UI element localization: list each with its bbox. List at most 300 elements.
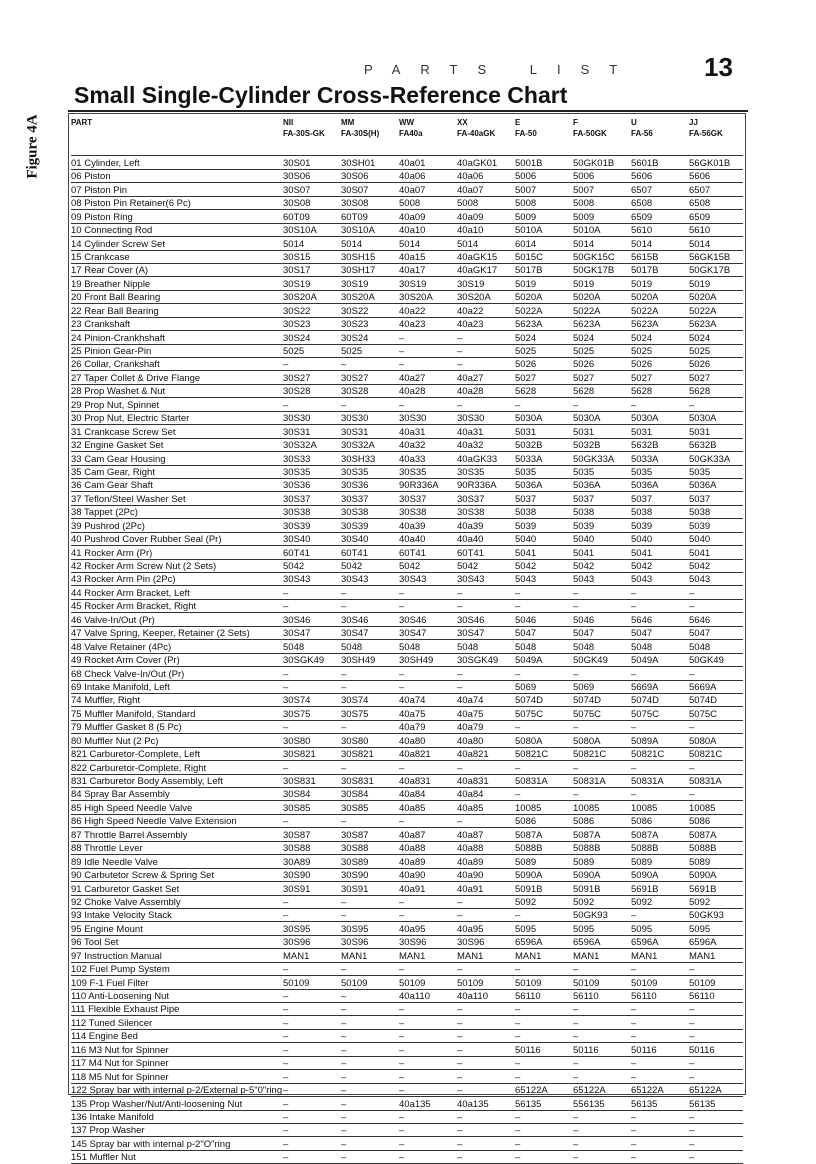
table-row [71, 573, 743, 586]
part-number-cell: 5039 [515, 519, 573, 532]
part-number-cell: 40a32 [457, 438, 515, 451]
part-number-cell: 5049A [631, 653, 689, 666]
part-number-cell: 5074D [515, 693, 573, 706]
part-number-cell: 5019 [689, 277, 743, 290]
part-number-cell: 5001B [515, 156, 573, 169]
part-number-cell: 5010A [515, 223, 573, 236]
part-number-cell: 5015C [515, 250, 573, 263]
table-row [71, 599, 743, 612]
part-number-cell: 40a10 [457, 223, 515, 236]
part-number-cell: 6509 [689, 210, 743, 223]
part-number-cell: 30S46 [283, 613, 341, 626]
part-number-cell: – [399, 1070, 457, 1083]
part-number-cell: 5007 [573, 183, 631, 196]
part-number-cell: – [631, 788, 689, 801]
part-number-cell: 5047 [689, 626, 743, 639]
part-name-cell: 28 Prop Washet & Nut [71, 384, 283, 397]
part-number-cell: 30S91 [283, 882, 341, 895]
part-name-cell: 40 Pushrod Cover Rubber Seal (Pr) [71, 532, 283, 545]
part-number-cell: 5086 [631, 814, 689, 827]
part-number-cell: – [457, 680, 515, 693]
part-number-cell: 30S10A [283, 223, 341, 236]
part-number-cell: 60T41 [283, 546, 341, 559]
part-name-cell: 24 Pinion-Crankhshaft [71, 331, 283, 344]
column-code: MM [341, 118, 355, 127]
part-number-cell: 40a95 [457, 922, 515, 935]
part-number-cell: 5030A [515, 411, 573, 424]
column-code: E [515, 118, 521, 127]
part-number-cell: 30S19 [283, 277, 341, 290]
part-number-cell: 5014 [283, 237, 341, 250]
part-number-cell: 5019 [515, 277, 573, 290]
part-number-cell: – [399, 344, 457, 357]
part-name-cell: 49 Rocket Arm Cover (Pr) [71, 653, 283, 666]
part-number-cell: 5014 [573, 237, 631, 250]
part-number-cell: 5046 [573, 613, 631, 626]
table-header-row [71, 116, 743, 143]
part-name-cell: 85 High Speed Needle Valve [71, 801, 283, 814]
part-number-cell: 5025 [515, 344, 573, 357]
part-number-cell: – [631, 1123, 689, 1136]
part-number-cell: – [515, 398, 573, 411]
part-number-cell: – [399, 398, 457, 411]
part-number-cell: 30S84 [283, 788, 341, 801]
part-number-cell: – [341, 962, 399, 975]
part-number-cell: 50821C [515, 747, 573, 760]
part-number-cell: 10085 [573, 801, 631, 814]
part-number-cell: 50109 [341, 976, 399, 989]
part-number-cell: 5033A [631, 452, 689, 465]
part-number-cell: – [631, 398, 689, 411]
part-number-cell: 30S23 [283, 317, 341, 330]
part-number-cell: 5027 [689, 371, 743, 384]
part-name-cell: 31 Crankcase Screw Set [71, 425, 283, 438]
part-number-cell: 40a85 [399, 801, 457, 814]
part-number-cell: 30S35 [399, 465, 457, 478]
table-row [71, 1097, 743, 1110]
part-number-cell: – [341, 1029, 399, 1042]
part-name-cell: 95 Engine Mount [71, 922, 283, 935]
part-number-cell: 5040 [689, 532, 743, 545]
part-number-cell: 40a32 [399, 438, 457, 451]
part-number-cell: – [399, 761, 457, 774]
part-number-cell: – [283, 814, 341, 827]
part-number-cell: 5027 [631, 371, 689, 384]
part-number-cell: – [631, 908, 689, 921]
part-number-cell: – [457, 908, 515, 921]
part-number-cell: – [573, 398, 631, 411]
column-model: FA-56GK [689, 129, 723, 138]
part-number-cell: 5008 [515, 196, 573, 209]
table-row [71, 626, 743, 639]
part-number-cell: – [283, 1056, 341, 1069]
part-number-cell: 40a06 [457, 169, 515, 182]
part-number-cell: 5089 [689, 855, 743, 868]
part-name-cell: 89 Idle Needle Valve [71, 855, 283, 868]
part-number-cell: 5026 [573, 358, 631, 371]
part-name-cell: 75 Muffler Manifold, Standard [71, 707, 283, 720]
table-row [71, 317, 743, 330]
part-number-cell: – [689, 599, 743, 612]
part-number-cell: – [631, 1110, 689, 1123]
part-number-cell: – [515, 761, 573, 774]
part-number-cell: 5043 [631, 573, 689, 586]
part-number-cell: 30S19 [341, 277, 399, 290]
part-name-cell: 32 Engine Gasket Set [71, 438, 283, 451]
part-number-cell: 5019 [573, 277, 631, 290]
table-row [71, 828, 743, 841]
part-number-cell: – [573, 1003, 631, 1016]
part-number-cell: 40a22 [399, 304, 457, 317]
table-row [71, 452, 743, 465]
part-number-cell: 30S40 [341, 532, 399, 545]
part-number-cell: 5035 [689, 465, 743, 478]
table-row [71, 559, 743, 572]
table-row [71, 223, 743, 236]
part-number-cell: 30S38 [399, 505, 457, 518]
part-name-cell: 136 Intake Manifold [71, 1110, 283, 1123]
part-number-cell: 30S831 [283, 774, 341, 787]
part-number-cell: 5033A [515, 452, 573, 465]
part-number-cell: – [283, 1016, 341, 1029]
column-code: JJ [689, 118, 698, 127]
part-name-cell: 112 Tuned Silencer [71, 1016, 283, 1029]
table-row [71, 788, 743, 801]
part-number-cell: 65122A [631, 1083, 689, 1096]
part-number-cell: – [457, 667, 515, 680]
part-number-cell: 50109 [399, 976, 457, 989]
part-number-cell: 40a84 [457, 788, 515, 801]
part-number-cell: 5646 [689, 613, 743, 626]
part-name-cell: 84 Spray Bar Assembly [71, 788, 283, 801]
part-number-cell: 5048 [631, 640, 689, 653]
part-number-cell: 5042 [399, 559, 457, 572]
part-number-cell: 5036A [573, 478, 631, 491]
part-number-cell: 10085 [689, 801, 743, 814]
part-number-cell: 6508 [631, 196, 689, 209]
part-number-cell: 30S37 [283, 492, 341, 505]
part-number-cell: – [399, 680, 457, 693]
column-code: XX [457, 118, 468, 127]
part-name-cell: 90 Carbutetor Screw & Spring Set [71, 868, 283, 881]
table-row [71, 505, 743, 518]
part-number-cell: – [341, 1150, 399, 1163]
part-number-cell: 5037 [631, 492, 689, 505]
part-number-cell: – [457, 331, 515, 344]
part-number-cell: 40a31 [457, 425, 515, 438]
part-number-cell: 30S47 [341, 626, 399, 639]
part-number-cell: – [399, 1043, 457, 1056]
part-number-cell: 5022A [631, 304, 689, 317]
table-row [71, 774, 743, 787]
part-name-cell: 33 Cam Gear Housing [71, 452, 283, 465]
part-number-cell: 56110 [515, 989, 573, 1002]
part-number-cell: – [689, 1070, 743, 1083]
part-number-cell: 5020A [573, 290, 631, 303]
part-number-cell: 5027 [515, 371, 573, 384]
part-number-cell: – [515, 720, 573, 733]
part-number-cell: 5020A [689, 290, 743, 303]
part-number-cell: 30S831 [341, 774, 399, 787]
part-number-cell: 50GK17B [573, 263, 631, 276]
part-number-cell: 60T09 [283, 210, 341, 223]
part-name-cell: 08 Piston Pin Retainer(6 Pc) [71, 196, 283, 209]
part-name-cell: 44 Rocker Arm Bracket, Left [71, 586, 283, 599]
part-number-cell: 5024 [573, 331, 631, 344]
part-number-cell: – [399, 1137, 457, 1150]
part-number-cell: – [341, 1003, 399, 1016]
part-number-cell: – [283, 761, 341, 774]
part-number-cell: 30S821 [283, 747, 341, 760]
table-row [71, 438, 743, 451]
part-name-cell: 822 Carburetor-Complete, Right [71, 761, 283, 774]
part-number-cell: 50109 [689, 976, 743, 989]
part-number-cell: 10085 [515, 801, 573, 814]
column-header [689, 116, 743, 143]
part-number-cell: 5092 [689, 895, 743, 908]
part-number-cell: – [631, 761, 689, 774]
part-number-cell: 30S32A [283, 438, 341, 451]
part-name-cell: 69 Intake Manifold, Left [71, 680, 283, 693]
part-number-cell: – [283, 1043, 341, 1056]
part-number-cell: – [399, 895, 457, 908]
part-number-cell: – [399, 1083, 457, 1096]
part-number-cell: 5043 [573, 573, 631, 586]
part-number-cell: 30S36 [341, 478, 399, 491]
part-number-cell: 30S35 [341, 465, 399, 478]
part-number-cell: 30S20A [283, 290, 341, 303]
part-number-cell: 5074D [631, 693, 689, 706]
table-row [71, 411, 743, 424]
part-number-cell: 30S87 [283, 828, 341, 841]
part-number-cell: 5047 [631, 626, 689, 639]
part-number-cell: – [341, 1043, 399, 1056]
part-number-cell: – [283, 398, 341, 411]
part-number-cell: 30SGK49 [283, 653, 341, 666]
part-number-cell: 30S15 [283, 250, 341, 263]
part-number-cell: 50109 [631, 976, 689, 989]
part-name-cell: 122 Spray bar with internal p-2/External p-5"0"ring [71, 1085, 283, 1097]
part-number-cell: – [341, 1123, 399, 1136]
part-number-cell: 40a88 [457, 841, 515, 854]
part-number-cell: 50831A [631, 774, 689, 787]
part-number-cell: 30S20A [457, 290, 515, 303]
part-number-cell: – [457, 1110, 515, 1123]
part-number-cell: 40a91 [457, 882, 515, 895]
part-name-cell: 87 Throttle Barrel Assembly [71, 828, 283, 841]
column-model: FA-56 [631, 129, 653, 138]
part-number-cell: 5038 [631, 505, 689, 518]
part-number-cell: – [283, 586, 341, 599]
part-name-cell: 10 Connecting Rod [71, 223, 283, 236]
part-name-cell: 17 Rear Cover (A) [71, 263, 283, 276]
part-number-cell: – [399, 599, 457, 612]
part-number-cell: 40a07 [457, 183, 515, 196]
part-number-cell: – [283, 908, 341, 921]
part-number-cell: – [283, 1029, 341, 1042]
column-code: F [573, 118, 578, 127]
part-number-cell: – [573, 1110, 631, 1123]
part-number-cell: – [573, 1150, 631, 1163]
table-row [71, 801, 743, 814]
part-number-cell: 5048 [341, 640, 399, 653]
part-number-cell: – [689, 1056, 743, 1069]
part-number-cell: 50116 [631, 1043, 689, 1056]
part-number-cell: 30S46 [399, 613, 457, 626]
table-row [71, 882, 743, 895]
part-name-cell: 145 Spray bar with internal p-2"O"ring [71, 1137, 283, 1150]
part-number-cell: – [399, 814, 457, 827]
part-name-cell: 118 M5 Nut for Spinner [71, 1070, 283, 1083]
part-name-cell: 26 Collar, Crankshaft [71, 358, 283, 371]
part-number-cell: 40a84 [399, 788, 457, 801]
part-number-cell: 30S43 [399, 573, 457, 586]
part-number-cell: 30S30 [399, 411, 457, 424]
part-number-cell: – [283, 720, 341, 733]
part-number-cell: 5089A [631, 734, 689, 747]
part-number-cell: – [573, 1016, 631, 1029]
part-number-cell: – [457, 1150, 515, 1163]
part-number-cell: 5089 [631, 855, 689, 868]
part-number-cell: 30S27 [283, 371, 341, 384]
part-number-cell: – [631, 1150, 689, 1163]
part-number-cell: 30S23 [341, 317, 399, 330]
part-number-cell: 40a89 [457, 855, 515, 868]
part-number-cell: 30S30 [457, 411, 515, 424]
part-number-cell: 40a87 [399, 828, 457, 841]
part-number-cell: 5610 [689, 223, 743, 236]
part-number-cell: 5628 [631, 384, 689, 397]
column-model: FA40a [399, 129, 423, 138]
table-row [71, 1056, 743, 1069]
column-model: FA-50GK [573, 129, 607, 138]
part-number-cell: 40a88 [399, 841, 457, 854]
part-name-cell: 35 Cam Gear, Right [71, 465, 283, 478]
part-number-cell: 30S31 [341, 425, 399, 438]
cross-reference-table [71, 116, 743, 1164]
part-number-cell: 5022A [689, 304, 743, 317]
table-row [71, 169, 743, 182]
table-row [71, 277, 743, 290]
part-name-cell: 43 Rocker Arm Pin (2Pc) [71, 573, 283, 586]
part-number-cell: – [457, 1056, 515, 1069]
part-number-cell: 60T41 [399, 546, 457, 559]
part-number-cell: – [283, 667, 341, 680]
part-number-cell: – [457, 1029, 515, 1042]
part-number-cell: 30S22 [283, 304, 341, 317]
part-name-cell: 25 Pinion Gear-Pin [71, 344, 283, 357]
part-name-cell: 97 Instruction Manual [71, 949, 283, 962]
part-number-cell: 5087A [631, 828, 689, 841]
part-number-cell: 30S33 [283, 452, 341, 465]
part-name-cell: 14 Cylinder Screw Set [71, 237, 283, 250]
part-number-cell: 40a40 [457, 532, 515, 545]
part-number-cell: 5087A [573, 828, 631, 841]
part-name-cell: 96 Tool Set [71, 935, 283, 948]
part-number-cell: – [515, 1003, 573, 1016]
part-number-cell: – [689, 1029, 743, 1042]
table-row [71, 250, 743, 263]
part-number-cell: 5042 [457, 559, 515, 572]
column-code: U [631, 118, 637, 127]
part-number-cell: 5009 [515, 210, 573, 223]
part-number-cell: 5039 [631, 519, 689, 532]
part-number-cell: 5075C [573, 707, 631, 720]
part-number-cell: 6596A [515, 935, 573, 948]
part-number-cell: 40a31 [399, 425, 457, 438]
part-number-cell: 30S37 [457, 492, 515, 505]
part-name-cell: 93 Intake Velocity Stack [71, 908, 283, 921]
part-number-cell: 5080A [689, 734, 743, 747]
part-number-cell: MAN1 [689, 949, 743, 962]
part-number-cell: 5006 [573, 169, 631, 182]
part-number-cell: 5042 [689, 559, 743, 572]
part-number-cell: – [341, 1097, 399, 1110]
page-number: 13 [704, 52, 733, 82]
part-number-cell: 30S47 [399, 626, 457, 639]
part-number-cell: 30S35 [457, 465, 515, 478]
part-number-cell: 5042 [515, 559, 573, 572]
part-number-cell: MAN1 [515, 949, 573, 962]
part-number-cell: 30S43 [283, 573, 341, 586]
part-number-cell: 5075C [631, 707, 689, 720]
part-number-cell: – [341, 599, 399, 612]
part-number-cell: 30S19 [399, 277, 457, 290]
part-number-cell: 30S38 [283, 505, 341, 518]
part-number-cell: 50109 [573, 976, 631, 989]
part-number-cell: 40aGK01 [457, 156, 515, 169]
part-number-cell: 50109 [283, 976, 341, 989]
part-number-cell: 56135 [515, 1097, 573, 1110]
part-number-cell: – [341, 1070, 399, 1083]
table-row [71, 895, 743, 908]
part-number-cell: 5008 [457, 196, 515, 209]
part-number-cell: 40a28 [399, 384, 457, 397]
part-number-cell: 30S06 [341, 169, 399, 182]
part-number-cell: – [515, 599, 573, 612]
part-number-cell: 5088B [573, 841, 631, 854]
part-number-cell: 40a87 [457, 828, 515, 841]
table-row [71, 976, 743, 989]
part-number-cell: – [399, 1150, 457, 1163]
part-number-cell: – [689, 1110, 743, 1123]
part-number-cell: 5046 [515, 613, 573, 626]
part-number-cell: 5087A [689, 828, 743, 841]
part-number-cell: 6596A [631, 935, 689, 948]
part-number-cell: 30S08 [283, 196, 341, 209]
part-number-cell: 5041 [631, 546, 689, 559]
part-number-cell: 40a74 [399, 693, 457, 706]
part-number-cell: 5042 [341, 559, 399, 572]
part-number-cell: – [515, 1137, 573, 1150]
part-number-cell: 50GK49 [573, 653, 631, 666]
part-number-cell: 5075C [689, 707, 743, 720]
part-number-cell: 5035 [515, 465, 573, 478]
table-row [71, 841, 743, 854]
part-number-cell: 30SH33 [341, 452, 399, 465]
part-name-cell: 102 Fuel Pump System [71, 962, 283, 975]
part-number-cell: 50GK93 [573, 908, 631, 921]
part-number-cell: 6507 [689, 183, 743, 196]
part-number-cell: – [341, 1110, 399, 1123]
table-row [71, 384, 743, 397]
part-number-cell: 40a821 [457, 747, 515, 760]
part-number-cell: 5088B [689, 841, 743, 854]
part-number-cell: 30S96 [341, 935, 399, 948]
part-number-cell: 40a23 [457, 317, 515, 330]
part-name-cell: 48 Valve Retainer (4Pc) [71, 640, 283, 653]
part-number-cell: 40a10 [399, 223, 457, 236]
